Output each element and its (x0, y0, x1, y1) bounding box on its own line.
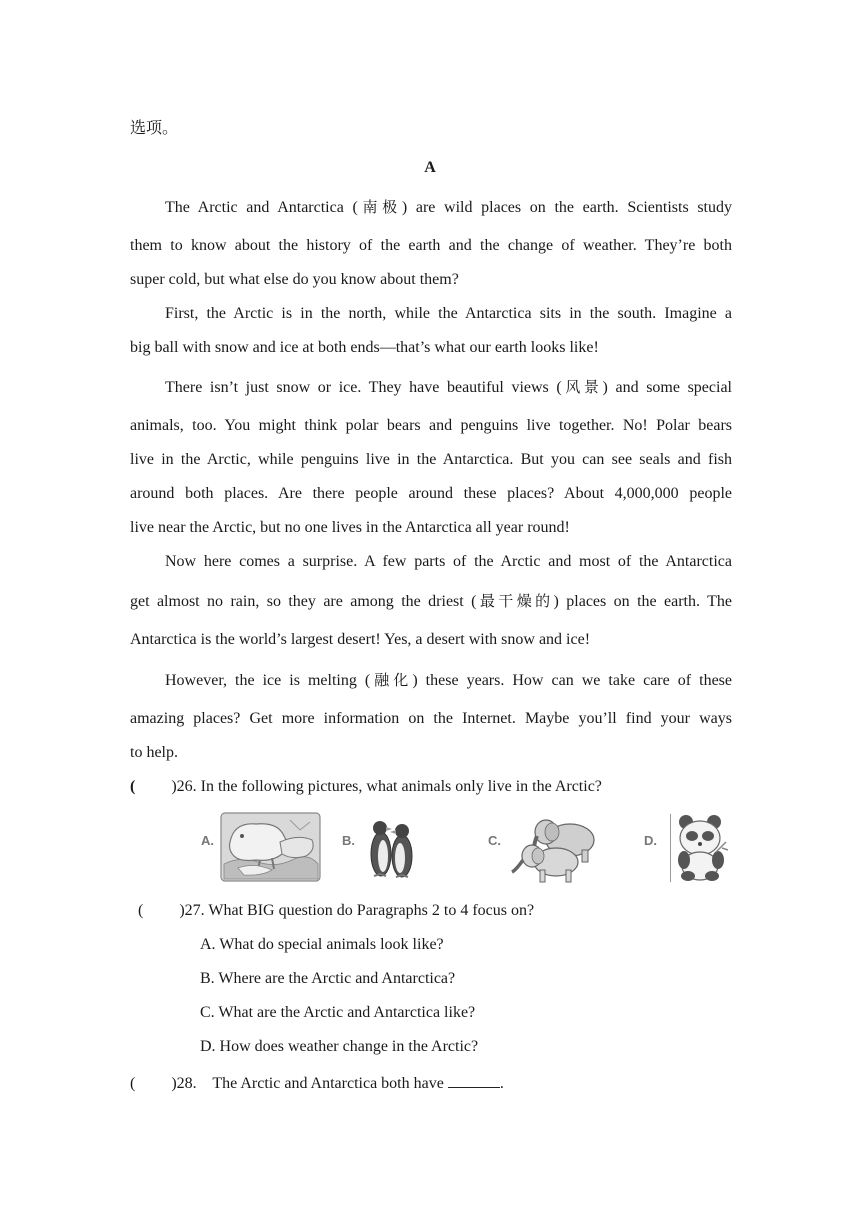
answer-paren-open[interactable]: ( (130, 1075, 136, 1092)
question-26 (130, 777, 602, 797)
option-b-label: B. (342, 833, 355, 848)
question-end: . (499, 1075, 504, 1092)
passage-line (165, 670, 732, 691)
text-run: There isn’t just snow or ice. They have beautiful views ( (165, 379, 562, 396)
option-d[interactable]: D. How does weather change in the Arctic? (200, 1038, 479, 1055)
text-run: ) these years. How can we take care of these (412, 672, 732, 689)
passage-line: live near the Arctic, but no one lives in the Antarctica all year round! (130, 519, 570, 536)
option-c[interactable]: C. What are the Arctic and Antarctica like? (200, 1004, 476, 1021)
passage-line (130, 591, 732, 612)
passage-line (165, 197, 732, 218)
question-text: 28. The Arctic and Antarctica both have (176, 1075, 448, 1092)
passage-line: live in the Arctic, while penguins live in the Antarctica. But you can see seals and fish (130, 451, 732, 468)
text-run: ) places on the earth. The (553, 593, 732, 610)
text-run: get almost no rain, so they are among the driest ( (130, 593, 477, 610)
penguin-icon[interactable] (366, 814, 416, 880)
passage-line: animals, too. You might think polar bears and penguins live together. No! Polar bears (130, 417, 732, 434)
question-28 (130, 1071, 504, 1094)
divider (670, 814, 671, 882)
passage-line: big ball with snow and ice at both ends—that’s what our earth looks like! (130, 339, 599, 356)
option-a-label: A. (201, 833, 214, 848)
text-run: However, the ice is melting ( (165, 672, 371, 689)
passage-line: First, the Arctic is in the north, while the Antarctica sits in the south. Imagine a (165, 305, 732, 322)
question-text: 26. In the following pictures, what animals only live in the Arctic? (176, 778, 602, 795)
fill-in-blank[interactable] (448, 1071, 500, 1088)
answer-paren-close: ) (171, 1075, 177, 1092)
question-27 (138, 901, 534, 921)
text-run: The Arctic and Antarctica ( (165, 199, 358, 216)
panda-icon[interactable] (672, 812, 730, 882)
text-run: ) are wild places on the earth. Scientists study (401, 199, 733, 216)
passage-line: to help. (130, 744, 178, 761)
passage-line: them to know about the history of the earth and the change of weather. They’re both (130, 237, 732, 254)
passage-line (165, 377, 732, 398)
passage-line: Antarctica is the world’s largest desert! Yes, a desert with snow and ice! (130, 631, 591, 648)
passage-line: around both places. Are there people around these places? About 4,000,000 people (130, 485, 732, 502)
answer-paren-close: ) (171, 778, 177, 795)
chinese-gloss: 南极 (357, 198, 402, 216)
section-intro: 选项。 (130, 118, 179, 137)
option-d-label: D. (644, 833, 657, 848)
option-b[interactable]: B. Where are the Arctic and Antarctica? (200, 970, 456, 987)
text-run: ) and some special (602, 379, 732, 396)
answer-paren-close: ) (179, 902, 185, 919)
option-c-label: C. (488, 833, 501, 848)
answer-paren-open[interactable]: ( (130, 778, 136, 795)
passage-line: super cold, but what else do you know about them? (130, 271, 459, 288)
polar-bear-icon[interactable] (220, 812, 321, 882)
answer-paren-open[interactable]: ( (138, 902, 144, 919)
passage-line: Now here comes a surprise. A few parts of the Arctic and most of the Antarctica (165, 553, 732, 570)
elephant-icon[interactable] (508, 812, 600, 884)
option-a[interactable]: A. What do special animals look like? (200, 936, 444, 953)
passage-label: A (424, 159, 436, 176)
chinese-gloss: 融化 (370, 671, 413, 689)
chinese-gloss: 最干燥的 (476, 592, 554, 610)
passage-line: amazing places? Get more information on the Internet. Maybe you’ll find your ways (130, 710, 732, 727)
question-text: 27. What BIG question do Paragraphs 2 to 4 focus on? (184, 902, 535, 919)
chinese-gloss: 风景 (561, 378, 603, 396)
